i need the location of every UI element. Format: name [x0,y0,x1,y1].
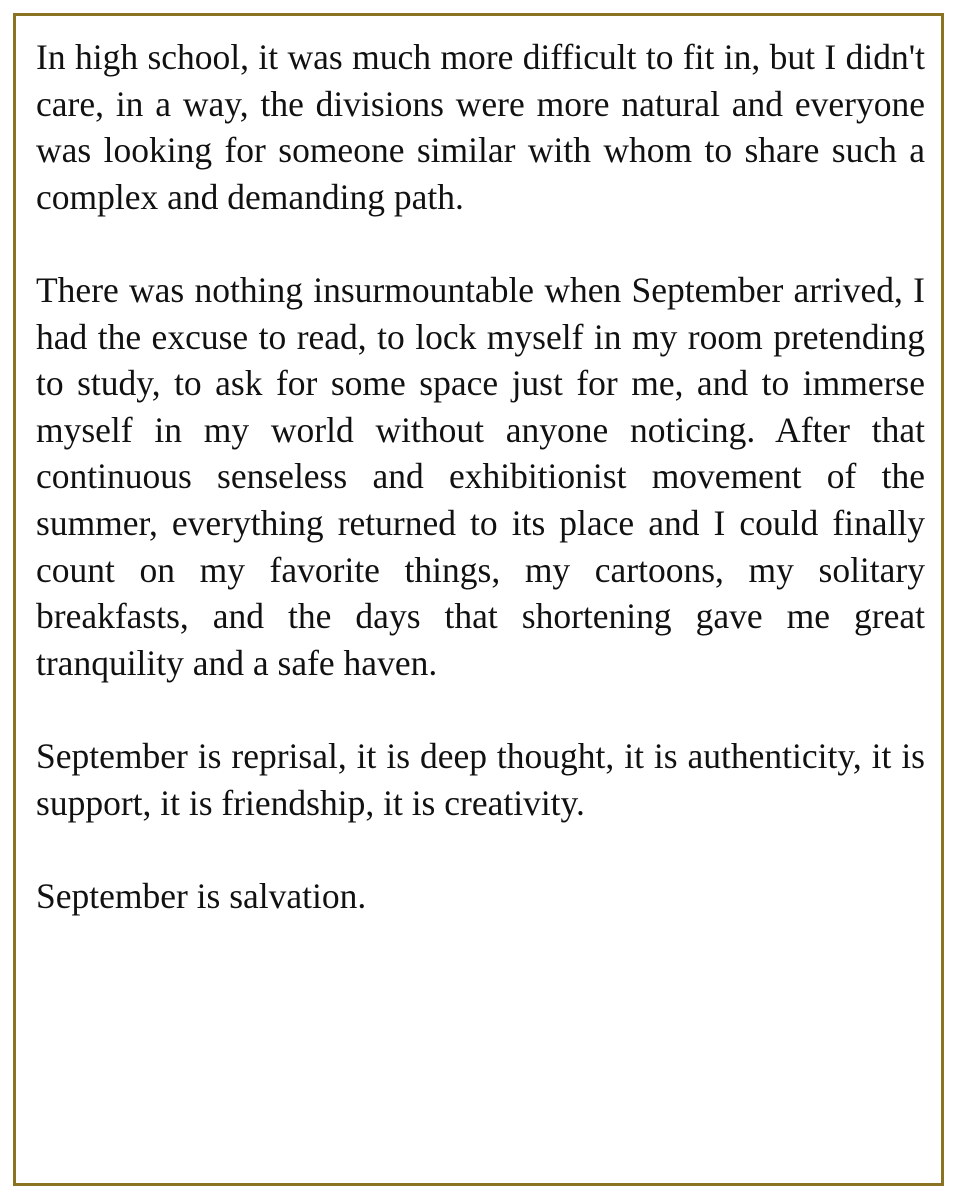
paragraph-high-school: In high school, it was much more difficult to fit in, but I didn't care, in a way, the divisions were more natural and everyone was looking for someone similar with whom to share such a complex and demanding path. [36,37,925,217]
text-frame [13,13,944,1186]
paragraph-september-is-salvation: September is salvation. [36,875,367,916]
paragraph-september-is-reprisal: September is reprisal, it is deep thought, it is authenticity, it is support, it is friendship, it is creativity. [36,735,925,823]
paragraph-september-arrived: There was nothing insurmountable when September arrived, I had the excuse to read, to lock myself in my room pretending to study, to ask for some space just for me, and to immerse myself in my world without anyone noticing. After that continuous senseless and exhibitionist movement of the summer, everything returned to its place and I could finally count on my favorite things, my cartoons, my solitary breakfasts, and the days that shortening gave me great tranquility and a safe haven. [36,269,925,683]
text-body [36,34,925,966]
